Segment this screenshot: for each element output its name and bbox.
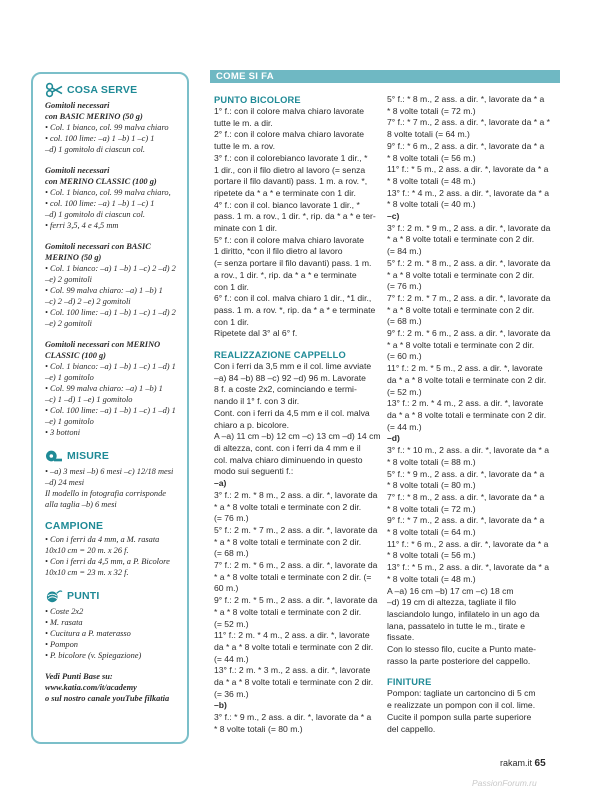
- instruction-line: * 8 volte totali (= 48 m.): [387, 175, 476, 186]
- yarn-block: [45, 339, 177, 438]
- cosa-serve-heading: [45, 82, 177, 98]
- instruction-line: 5° f.: con il colore malva chiaro lavorate: [214, 234, 365, 245]
- yarn-block: [45, 100, 177, 155]
- scissors-icon: [45, 82, 63, 98]
- instruction-line: da * a * 8 volte totali e terminate con 2 dir.: [214, 641, 374, 652]
- instruction-line: Con lo stesso filo, cucite a Punto mate-: [387, 644, 537, 655]
- instruction-line: Cucite il pompon sulla parte superiore: [387, 711, 532, 722]
- punti-title: PUNTI: [67, 590, 100, 602]
- instruction-line: 9° f.: 2 m. * 6 m., 2 ass. a dir. *, lavorate da: [387, 328, 551, 339]
- instruction-line: rasso la parte posteriore del cappello.: [387, 655, 531, 666]
- academy-link-line: www.katia.com/it/academy: [45, 683, 137, 692]
- campione-line: 10x10 cm = 20 m. x 26 f.: [45, 546, 129, 555]
- campione-line: • Con i ferri da 4,5 mm, a P. Bicolore: [45, 557, 170, 566]
- instruction-line: da * a * 8 volte totali e terminate con 2 dir.: [387, 409, 547, 420]
- misure-line: • –a) 3 mesi –b) 6 mesi –c) 12/18 mesi: [45, 467, 174, 476]
- instruction-line: 1 dir., con il filo dietro al lavoro (= senza: [214, 164, 366, 175]
- instruction-line: 13° f.: 2 m. * 4 m., 2 ass. a dir. *, lavorate: [387, 398, 544, 409]
- instruction-line: * 8 volte totali (= 72 m.): [387, 105, 476, 116]
- yarn-block: [45, 241, 177, 329]
- punti-heading: [45, 588, 177, 604]
- yarn-line: • Col. 100 lime: –a) 1 –b) 1 –c) 1 –d) 2: [45, 308, 176, 317]
- academy-link-line: Vedi Punti Base su:: [45, 672, 113, 681]
- instruction-line: nando il 1° f. con 3 dir.: [214, 396, 300, 407]
- yarn-line: • Col. 99 malva chiaro: –a) 1 –b) 1: [45, 384, 163, 393]
- instruction-line: pass. 1 m. a rov., 1 dir. *, rip. da * a * e ter-: [214, 211, 376, 222]
- instruction-line: (= 68 m.): [387, 316, 422, 327]
- academy-links: [45, 671, 177, 704]
- yarn-line: –e) 1 gomitolo: [45, 417, 94, 426]
- instruction-line: 60 m.): [214, 583, 239, 594]
- instruction-line: –d) 19 cm di altezza, tagliate il filo: [387, 597, 516, 608]
- misure-line: alla taglia –b) 6 mesi: [45, 500, 117, 509]
- instruction-line: A –a) 11 cm –b) 12 cm –c) 13 cm –d) 14 cm: [214, 431, 381, 442]
- instruction-line: con 1 dir.: [214, 281, 249, 292]
- cosa-serve-title: COSA SERVE: [67, 84, 138, 96]
- instruction-line: (= 68 m.): [214, 548, 249, 559]
- instruction-line: e realizzate un pompon con il col. lime.: [387, 700, 536, 711]
- instruction-line: 11° f.: 2 m. * 4 m., 2 ass. a dir. *, lavorate: [214, 630, 370, 641]
- yarn-line: –c) 1 –d) 1 –e) 1 gomitolo: [45, 395, 133, 404]
- instruction-line: (= 44 m.): [387, 421, 422, 432]
- yarn-block-heading: con MERINO CLASSIC (100 g): [45, 177, 157, 186]
- tape-measure-icon: [45, 448, 63, 464]
- instruction-line: minate con 1 dir.: [214, 223, 278, 234]
- campione-list: [45, 534, 177, 578]
- instructions-column-2: [387, 94, 559, 735]
- instruction-line: * 8 volte totali (= 64 m.): [387, 527, 476, 538]
- instruction-line: modo sui seguenti f.:: [214, 466, 294, 477]
- section-heading: REALIZZAZIONE CAPPELLO: [214, 350, 346, 361]
- instruction-line: da * a * 8 volte totali e terminate con 2 dir.: [214, 677, 374, 688]
- instruction-line: 1 diritto, *con il filo dietro al lavoro: [214, 246, 343, 257]
- instruction-line: 3° f.: 2 m. * 8 m., 2 ass. a dir. *, lavorate da: [214, 489, 378, 500]
- instruction-line: * 8 volte totali (= 40 m.): [387, 199, 476, 210]
- instruction-line: 7° f.: * 7 m., 2 ass. a dir. *, lavorate da * a *: [387, 117, 550, 128]
- yarn-line: • Col. 1 bianco: –a) 1 –b) 1 –c) 1 –d) 1: [45, 362, 176, 371]
- size-label: –d): [387, 433, 400, 444]
- instruction-line: 9° f.: * 6 m., 2 ass. a dir. *, lavorate da * a: [387, 140, 545, 151]
- instruction-line: chiaro a p. bicolore.: [214, 419, 289, 430]
- instruction-line: da * a * 8 volte totali e terminate con 2 dir.: [387, 374, 547, 385]
- yarn-line: • Col. 1 bianco, col. 99 malva chiaro,: [45, 188, 171, 197]
- instruction-line: * 8 volte totali (= 80 m.): [214, 723, 303, 734]
- instruction-line: * 8 volte totali (= 80 m.): [387, 480, 476, 491]
- instruction-line: ripetete da * a * e terminate con 1 dir.: [214, 187, 356, 198]
- instruction-line: di altezza, cont. con i ferri da 4 mm e il: [214, 442, 361, 453]
- size-label: –b): [214, 700, 227, 711]
- size-label: –c): [387, 211, 400, 222]
- instruction-line: 5° f.: * 9 m., 2 ass. a dir. *, lavorate da * a: [387, 468, 545, 479]
- instruction-line: * a * 8 volte totali e terminate con 2 dir.: [214, 606, 362, 617]
- campione-line: • Con i ferri da 4 mm, a M. rasata: [45, 535, 160, 544]
- instruction-line: 7° f.: * 8 m., 2 ass. a dir. *, lavorate da * a: [387, 491, 545, 502]
- punti-line: • M. rasata: [45, 618, 83, 627]
- instruction-line: fissate.: [387, 632, 415, 643]
- instruction-line: 11° f.: * 5 m., 2 ass. a dir. *, lavorate da * a: [387, 164, 549, 175]
- instruction-line: 3° f.: con il colorebianco lavorate 1 dir., *: [214, 152, 368, 163]
- instruction-line: Pompon: tagliate un cartoncino di 5 cm: [387, 688, 536, 699]
- size-label: –a): [214, 478, 227, 489]
- instruction-line: 7° f.: 2 m. * 6 m., 2 ass. a dir. *, lavorate da: [214, 560, 378, 571]
- instruction-line: (= 60 m.): [387, 351, 422, 362]
- instruction-line: pass. 1 m. a rov. *, rip. da * a * e terminate: [214, 304, 376, 315]
- section-heading: FINITURE: [387, 677, 432, 688]
- instruction-line: tutte le m. a dir.: [214, 117, 273, 128]
- punti-list: [45, 606, 177, 661]
- instruction-line: 5° f.: 2 m. * 7 m., 2 ass. a dir. *, lavorate da: [214, 524, 378, 535]
- instruction-line: lasciandolo lungo, infilatelo in un ago da: [387, 608, 540, 619]
- yarn-block-heading: Gomitoli necessari con BASIC: [45, 242, 151, 251]
- instruction-line: –a) 84 –b) 88 –c) 92 –d) 96 m. Lavorate: [214, 372, 366, 383]
- instruction-line: A –a) 16 cm –b) 17 cm –c) 18 cm: [387, 585, 514, 596]
- instruction-line: * a * 8 volte totali e terminate con 2 dir. (=: [214, 571, 372, 582]
- misure-line: –d) 24 mesi: [45, 478, 85, 487]
- materials-sidebar: [31, 72, 189, 744]
- yarn-line: –d) 1 gomitolo di ciascun col.: [45, 145, 146, 154]
- instruction-line: portare il filo davanti) pass. 1 m. a rov. *,: [214, 176, 368, 187]
- instruction-line: Ripetete dal 3° al 6° f.: [214, 328, 298, 339]
- instruction-line: * 8 volte totali (= 48 m.): [387, 573, 476, 584]
- instruction-line: * a * 8 volte totali e terminate con 2 dir.: [387, 234, 535, 245]
- instruction-line: a rov., 1 dir. *, rip. da * a * e terminate: [214, 269, 357, 280]
- instruction-line: (= 52 m.): [214, 618, 249, 629]
- instruction-line: (= 52 m.): [387, 386, 422, 397]
- yarn-line: • col. 100 lime: –a) 1 –b) 1 –c) 1: [45, 199, 155, 208]
- yarn-block-heading: Gomitoli necessari: [45, 166, 110, 175]
- yarn-line: • Col. 99 malva chiaro: –a) 1 –b) 1: [45, 286, 163, 295]
- site-name: rakam.it: [500, 758, 533, 768]
- instruction-line: 3° f.: * 9 m., 2 ass. a dir. *, lavorate da * a: [214, 712, 372, 723]
- instruction-line: 11° f.: * 6 m., 2 ass. a dir. *, lavorate da * a: [387, 538, 549, 549]
- instruction-line: 13° f.: * 5 m., 2 ass. a dir. *, lavorate da * a: [387, 562, 550, 573]
- instruction-line: (= 36 m.): [214, 688, 249, 699]
- instruction-line: 13° f.: * 4 m., 2 ass. a dir. *, lavorate da * a: [387, 187, 550, 198]
- instruction-line: * 8 volte totali (= 56 m.): [387, 152, 476, 163]
- instruction-line: Cont. con i ferri da 4,5 mm e il col. malva: [214, 407, 370, 418]
- instruction-line: * 8 volte totali (= 88 m.): [387, 456, 476, 467]
- yarn-block: [45, 165, 177, 231]
- campione-heading: [45, 520, 177, 532]
- misure-heading: [45, 448, 177, 464]
- instruction-line: col. malva chiaro diminuendo in questo: [214, 454, 363, 465]
- instruction-line: lana, passatelo in tutte le m., tirate e: [387, 620, 526, 631]
- academy-link-line: o sul nostro canale youTube filkatia: [45, 694, 170, 703]
- instruction-line: 1° f.: con il colore malva chiaro lavorate: [214, 106, 365, 116]
- yarn-line: • Col. 100 lime: –a) 1 –b) 1 –c) 1 –d) 1: [45, 406, 176, 415]
- instruction-line: (= senza portare il filo davanti) pass. 1 m.: [214, 258, 372, 269]
- yarn-block-heading: con BASIC MERINO (50 g): [45, 112, 143, 121]
- instruction-line: * a * 8 volte totali e terminate con 2 dir.: [214, 536, 362, 547]
- instruction-line: (= 76 m.): [387, 281, 422, 292]
- page-footer: [500, 758, 546, 769]
- instruction-line: 2° f.: con il colore malva chiaro lavorate: [214, 129, 365, 140]
- instruction-line: * a * 8 volte totali e terminate con 2 dir.: [214, 501, 362, 512]
- yarn-block-heading: Gomitoli necessari con MERINO: [45, 340, 161, 349]
- instruction-line: 9° f.: * 7 m., 2 ass. a dir. *, lavorate da * a: [387, 515, 545, 526]
- yarn-requirements: [45, 100, 177, 438]
- instruction-line: 9° f.: 2 m. * 5 m., 2 ass. a dir. *, lavorate da: [214, 595, 378, 606]
- yarn-line: • Col. 1 bianco, col. 99 malva chiaro: [45, 123, 169, 132]
- instruction-line: 4° f.: con il col. bianco lavorate 1 dir., *: [214, 199, 360, 210]
- misure-title: MISURE: [67, 450, 110, 462]
- misure-line: Il modello in fotografia corrisponde: [45, 489, 166, 498]
- instruction-line: 5° f.: * 8 m., 2 ass. a dir. *, lavorate da * a: [387, 94, 545, 104]
- yarn-line: –c) 2 –d) 2 –e) 2 gomitoli: [45, 297, 131, 306]
- instruction-line: 6° f.: con il col. malva chiaro 1 dir., *1 dir.,: [214, 293, 372, 304]
- yarn-block-heading: CLASSIC (100 g): [45, 351, 106, 360]
- instruction-line: 11° f.: 2 m. * 5 m., 2 ass. a dir. *, lavorate: [387, 363, 543, 374]
- yarn-line: –e) 1 gomitolo: [45, 373, 94, 382]
- page-number: 65: [534, 758, 546, 769]
- yarn-line: –e) 2 gomitoli: [45, 319, 92, 328]
- yarn-line: • ferri 3,5, 4 e 4,5 mm: [45, 221, 119, 230]
- instruction-line: con 1 dir.: [214, 316, 249, 327]
- instruction-line: * a * 8 volte totali e terminate con 2 dir.: [387, 339, 535, 350]
- instruction-line: 8 volte totali (= 64 m.): [387, 129, 470, 140]
- yarn-block-heading: Gomitoli necessari: [45, 101, 110, 110]
- instruction-line: (= 44 m.): [214, 653, 249, 664]
- instruction-line: * 8 volte totali (= 72 m.): [387, 503, 476, 514]
- instruction-line: 13° f.: 2 m. * 3 m., 2 ass. a dir. *, lavorate: [214, 665, 371, 676]
- yarn-line: • 3 bottoni: [45, 428, 81, 437]
- instruction-line: * a * 8 volte totali e terminate con 2 dir.: [387, 269, 535, 280]
- instruction-line: * a * 8 volte totali e terminate con 2 dir.: [387, 304, 535, 315]
- yarn-line: –e) 2 gomitoli: [45, 275, 92, 284]
- watermark: PassionForum.ru: [472, 778, 537, 788]
- instructions-column-1: [214, 94, 381, 736]
- instruction-line: 5° f.: 2 m. * 8 m., 2 ass. a dir. *, lavorate da: [387, 257, 551, 268]
- instruction-line: tutte le m. a rov.: [214, 141, 275, 152]
- punti-line: • Cucitura a P. materasso: [45, 629, 131, 638]
- instruction-line: 3° f.: * 10 m., 2 ass. a dir. *, lavorate da * a: [387, 445, 550, 456]
- instruction-line: 8 f. a coste 2x2, cominciando e termi-: [214, 384, 357, 395]
- instruction-line: (= 84 m.): [387, 246, 422, 257]
- instruction-line: Con i ferri da 3,5 mm e il col. lime avviate: [214, 361, 372, 372]
- yarn-ball-icon: [45, 588, 63, 604]
- punti-line: • Coste 2x2: [45, 607, 84, 616]
- yarn-line: • Col. 1 bianco: –a) 1 –b) 1 –c) 2 –d) 2: [45, 264, 176, 273]
- misure-list: [45, 466, 177, 510]
- instruction-line: 3° f.: 2 m. * 9 m., 2 ass. a dir. *, lavorate da: [387, 222, 551, 233]
- campione-line: 10x10 cm = 23 m. x 32 f.: [45, 568, 129, 577]
- yarn-line: • col. 100 lime: –a) 1 –b) 1 –c) 1: [45, 134, 155, 143]
- instruction-line: (= 76 m.): [214, 513, 249, 524]
- yarn-block-heading: MERINO (50 g): [45, 253, 102, 262]
- section-heading: PUNTO BICOLORE: [214, 95, 301, 105]
- instruction-line: 7° f.: 2 m. * 7 m., 2 ass. a dir. *, lavorate da: [387, 292, 551, 303]
- yarn-line: –d) 1 gomitolo di ciascun col.: [45, 210, 146, 219]
- instruction-line: * 8 volte totali (= 56 m.): [387, 550, 476, 561]
- come-si-fa-banner: COME SI FA: [210, 70, 560, 83]
- punti-line: • Pompon: [45, 640, 78, 649]
- punti-line: • P. bicolore (v. Spiegazione): [45, 651, 142, 660]
- instruction-line: del cappello.: [387, 723, 436, 734]
- campione-title: CAMPIONE: [45, 520, 104, 532]
